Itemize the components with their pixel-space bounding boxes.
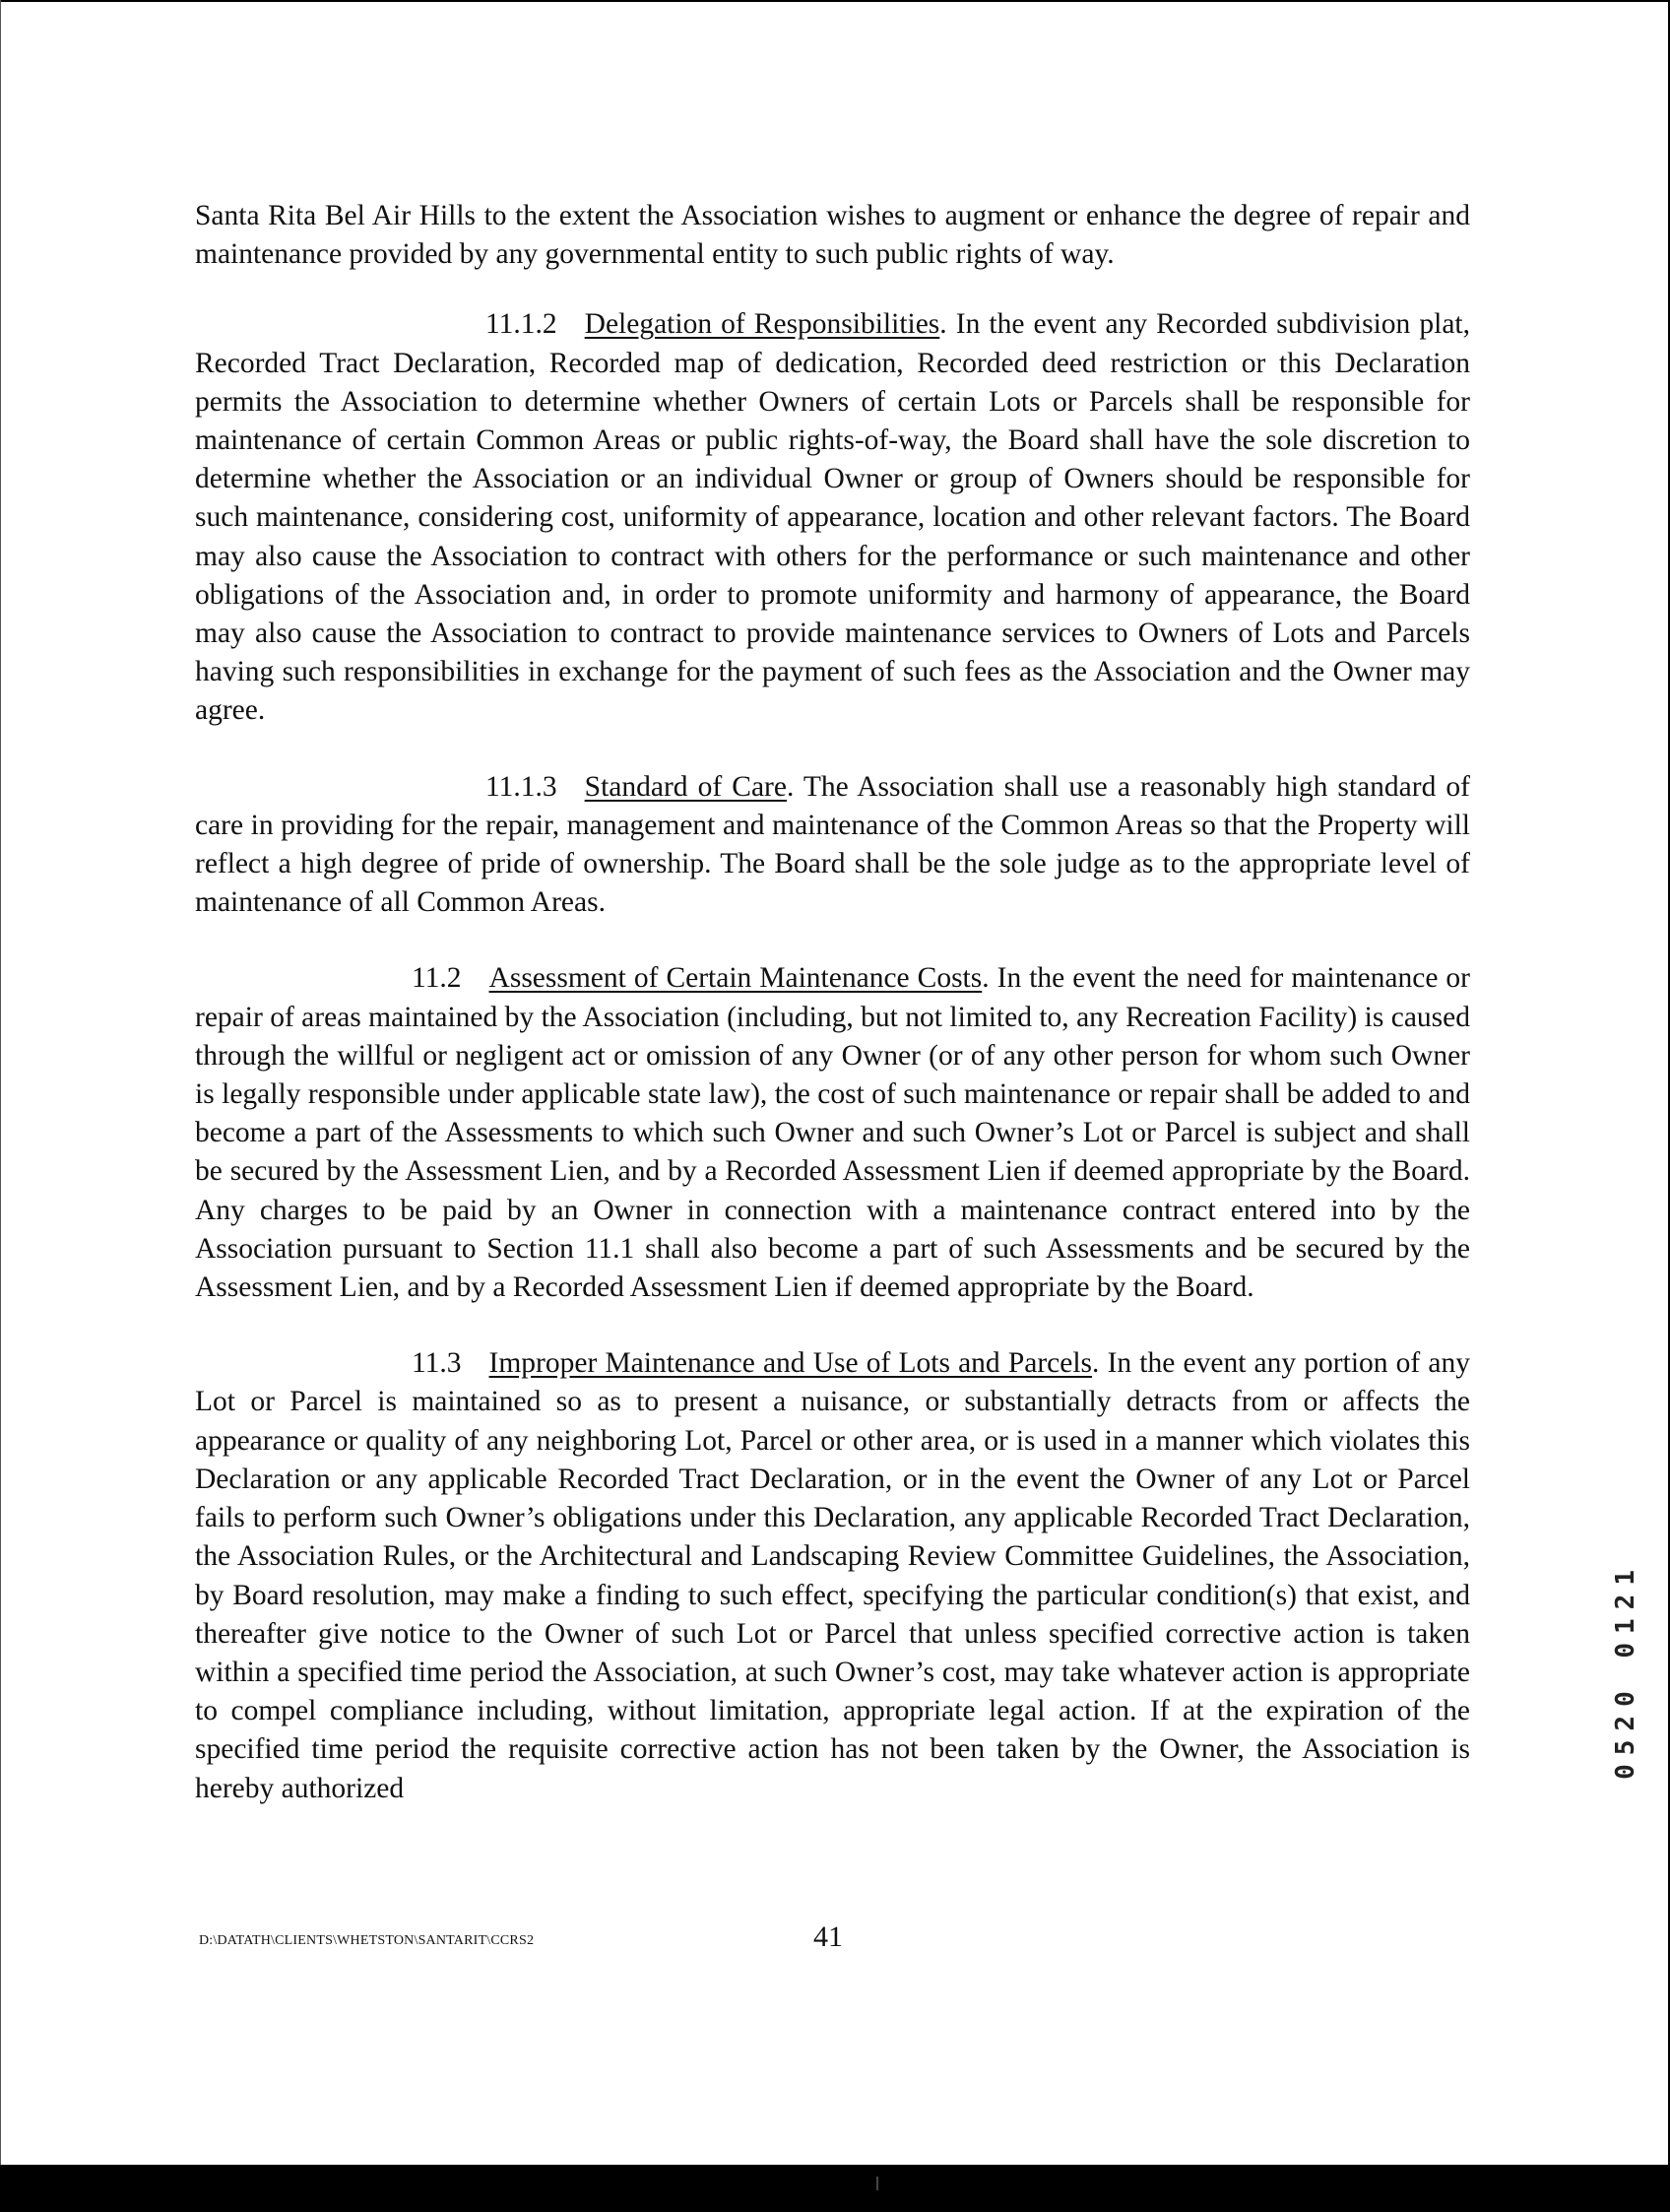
section-heading: Assessment of Certain Maintenance Costs <box>488 962 983 995</box>
paragraph-text: The Association shall use a reasonably high standard of care in providing for the repair, management and maintenance of the Common Areas so that the Property will reflect a high degree of pride of ownership. The Board shall be the sole judge as to the appropriate level of maintenance of all Common Areas. <box>195 770 1471 919</box>
scan-notch-mark <box>876 2177 878 2190</box>
paragraph-text: In the event any portion of any Lot or Parcel is maintained so as to present a nuisance, or substantially detracts from or affects the appearance or quality of any neighboring Lot, Parcel or other area, or is used in a manner which violates this Declaration or any applicable Recorded Tract Declaration, or in the event the Owner of any Lot or Parcel fails to perform such Owner’s obligations under this Declaration, any applicable Recorded Tract Declaration, the Association Rules, or the Architectural and Landscaping Review Committee Guidelines, the Association, by Board resolution, may make a finding to such effect, specifying the particular condition(s) that exist, and thereafter give notice to the Owner of such Lot or Parcel that unless specified corrective action is taken within a specified time period the Association, at such Owner’s cost, may take whatever action is appropriate to compel compliance including, without limitation, appropriate legal action. If at the expiration of the specified time period the requisite corrective action has not been taken by the Owner, the Association is hereby authorized <box>195 1347 1471 1804</box>
scan-bottom-border <box>0 2165 1670 2212</box>
section-number: 11.1.3 <box>485 770 557 803</box>
document-body <box>195 197 1470 1808</box>
section-heading: Delegation of Responsibilities <box>584 308 940 341</box>
paragraph-11-3: 11.3 Improper Maintenance and Use of Lots and Parcels. In the event any portion of any Lot or Parcel is maintained so as to present a nuisance, or substantially detracts from or affects the appearance or quality of any neighboring Lot, Parcel or other area, or is used in a manner which violates this Declaration or any applicable Recorded Tract Declaration, or in the event the Owner of any Lot or Parcel fails to perform such Owner’s obligations under this Declaration, any applicable Recorded Tract Declaration, the Association Rules, or the Architectural and Landscaping Review Committee Guidelines, the Association, by Board resolution, may make a finding to such effect, specifying the particular condition(s) that exist, and thereafter give notice to the Owner of such Lot or Parcel that unless specified corrective action is taken within a specified time period the Association, at such Owner’s cost, may take whatever action is appropriate to compel compliance including, without limitation, appropriate legal action. If at the expiration of the specified time period the requisite corrective action has not been taken by the Owner, the Association is hereby authorized <box>195 1344 1470 1807</box>
section-heading: Standard of Care <box>584 770 787 803</box>
page-number: 41 <box>813 1920 843 1953</box>
paragraph-text: Santa Rita Bel Air Hills to the extent the Association wishes to augment or enhance the degree of repair and maintenance provided by any governmental entity to such public rights of way. <box>195 200 1470 271</box>
paragraph-11-2: 11.2 Assessment of Certain Maintenance Costs. In the event the need for maintenance or repair of areas maintained by the Association (including, but not limited to, any Recreation Facility) is caused through the willful or negligent act or omission of any Owner (or of any other person for whom such Owner is legally responsible under applicable state law), the cost of such maintenance or repair shall be added to and become a part of the Assessments to which such Owner and such Owner’s Lot or Parcel is subject and shall be secured by the Assessment Lien, and by a Recorded Assessment Lien if deemed appropriate by the Board. Any charges to be paid by an Owner in connection with a maintenance contract entered into by the Association pursuant to Section 11.1 shall also become a part of such Assessments and be secured by the Assessment Lien, and by a Recorded Assessment Lien if deemed appropriate by the Board. <box>195 959 1470 1307</box>
footer-file-path: D:\DATATH\CLIENTS\WHETSTON\SANTARIT\CCRS2 <box>199 1933 535 1948</box>
paragraph-11-1-3: 11.1.3 Standard of Care. The Association shall use a reasonably high standard of care in providing for the repair, management and maintenance of the Common Areas so that the Property will reflect a high degree of pride of ownership. The Board shall be the sole judge as to the appropriate level of maintenance of all Common Areas. <box>195 768 1470 923</box>
paragraph-continuation <box>195 197 1470 274</box>
section-heading: Improper Maintenance and Use of Lots and Parcels <box>488 1347 1093 1380</box>
section-number: 11.1.2 <box>485 308 557 341</box>
paragraph-11-1-2: 11.1.2 Delegation of Responsibilities. In the event any Recorded subdivision plat, Recorded Tract Declaration, Recorded map of dedication, Recorded deed restriction or this Declaration permits the Association to determine whether Owners of certain Lots or Parcels shall be responsible for maintenance of certain Common Areas or public rights-of-way, the Board shall have the sole discretion to determine whether the Association or an individual Owner or group of Owners should be responsible for such maintenance, considering cost, uniformity of appearance, location and other relevant factors. The Board may also cause the Association to contract with others for the performance or such maintenance and other obligations of the Association and, in order to promote uniformity and harmony of appearance, the Board may also cause the Association to contract to provide maintenance services to Owners of Lots and Parcels having such responsibilities in exchange for the payment of such fees as the Association and the Owner may agree. <box>195 305 1470 730</box>
page-border-left <box>0 0 1 2212</box>
section-number: 11.3 <box>412 1347 462 1380</box>
section-number: 11.2 <box>412 962 462 995</box>
side-stamp-number: 0520 0121 <box>1611 1561 1640 1780</box>
paragraph-text: In the event the need for maintenance or repair of areas maintained by the Association (including, but not limited to, any Recreation Facility) is caused through the willful or negligent act or omission of any Owner (or of any other person for whom such Owner is legally responsible under applicable state law), the cost of such maintenance or repair shall be added to and become a part of the Assessments to which such Owner and such Owner’s Lot or Parcel is subject and shall be secured by the Assessment Lien, and by a Recorded Assessment Lien if deemed appropriate by the Board. Any charges to be paid by an Owner in connection with a maintenance contract entered into by the Association pursuant to Section 11.1 shall also become a part of such Assessments and be secured by the Assessment Lien, and by a Recorded Assessment Lien if deemed appropriate by the Board. <box>195 962 1471 1304</box>
paragraph-text: In the event any Recorded subdivision plat, Recorded Tract Declaration, Recorded map of dedication, Recorded deed restriction or this Declaration permits the Association to determine whether Owners of certain Lots or Parcels shall be responsible for maintenance of certain Common Areas or public rights-of-way, the Board shall have the sole discretion to determine whether the Association or an individual Owner or group of Owners should be responsible for such maintenance, considering cost, uniformity of appearance, location and other relevant factors. The Board may also cause the Association to contract with others for the performance or such maintenance and other obligations of the Association and, in order to promote uniformity and harmony of appearance, the Board may also cause the Association to contract to provide maintenance services to Owners of Lots and Parcels having such responsibilities in exchange for the payment of such fees as the Association and the Owner may agree. <box>195 308 1470 727</box>
page-border-top <box>0 0 1670 2</box>
